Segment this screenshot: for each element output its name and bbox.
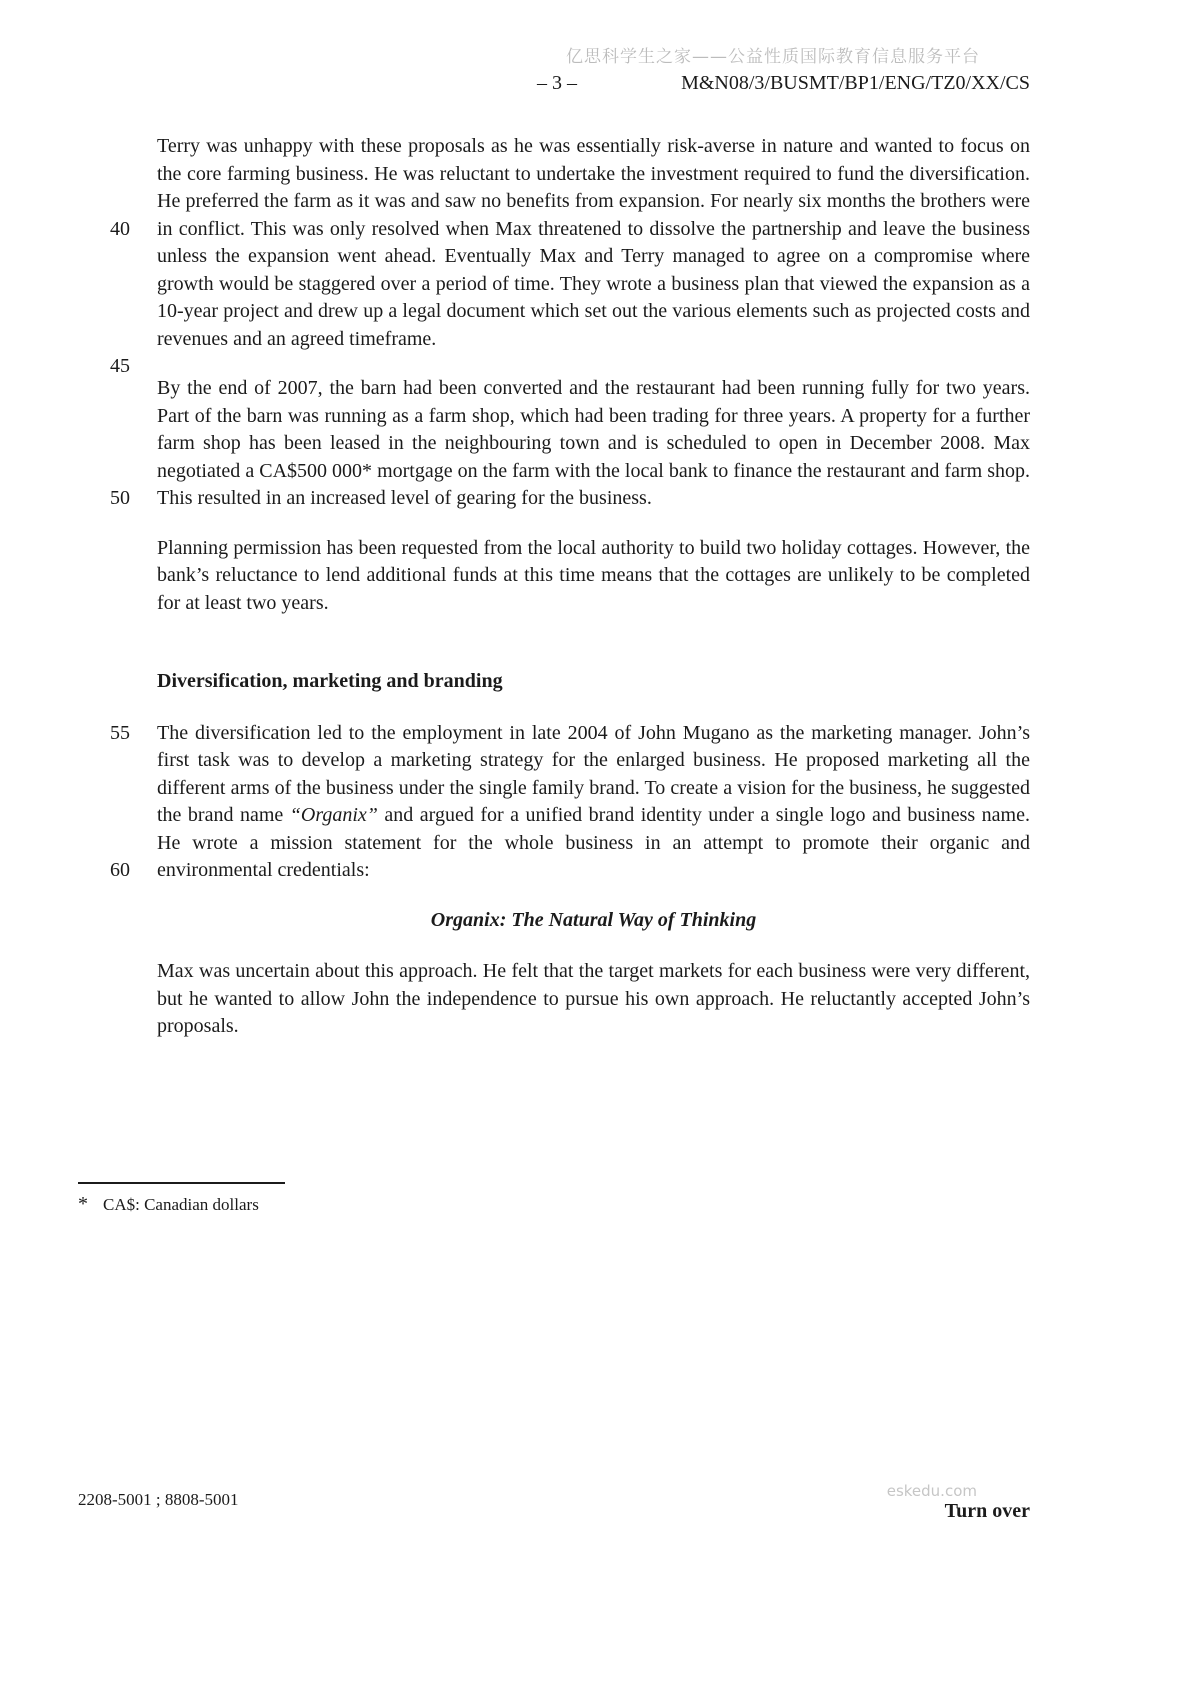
- body-text-column: [110, 133, 1030, 1063]
- paragraph-5: Max was uncertain about this approach. He felt that the target markets for each business were very different, but he wanted to allow John the independence to pursue his own approach. He reluctantly accepted John’s proposals.: [157, 960, 1030, 1037]
- footer-reference-numbers: 2208-5001 ; 8808-5001: [78, 1490, 239, 1509]
- turn-over-label: Turn over: [944, 1500, 1030, 1522]
- footnote-block: [78, 1182, 638, 1216]
- mission-statement: Organix: The Natural Way of Thinking: [430, 908, 757, 931]
- section-heading: Diversification, marketing and branding: [157, 670, 503, 692]
- watermark-top: 亿思科学生之家——公益性质国际教育信息服务平台: [566, 47, 980, 67]
- paragraph-block-3: [157, 535, 1030, 618]
- paragraph-2: By the end of 2007, the barn had been converted and the restaurant had been running fully for two years. Part of the barn was running as a farm shop, which had been trading for three years. A property for a further farm shop has been leased in the neighbouring town and is scheduled to open in December 2008. Max negotiated a CA$500 000* mortgage on the farm with the local bank to finance the restaurant and farm shop. This resulted in an increased level of gearing for the business.: [157, 377, 1030, 509]
- line-number-50: 50: [110, 487, 130, 509]
- line-number-40: 40: [110, 217, 130, 240]
- paragraph-4-text: The diversification led to the employment in late 2004 of John Mugano as the marketing manager. John’s first task was to develop a marketing strategy for the enlarged business. He proposed marketing all the different arms of the business under the single family brand. To create a vision for the business, he suggested the brand name: [157, 721, 1030, 826]
- paragraph-4: [157, 720, 1030, 885]
- footnote-line: [78, 1193, 638, 1216]
- paragraph-4-text-after: and argued for a unified brand identity under a single logo and business name. He wrote a mission statement for the whole business in an attempt to promote their organic and environmental credentials:: [157, 804, 1030, 881]
- paragraph-1: Terry was unhappy with these proposals as he was essentially risk-averse in nature and wanted to focus on the core farming business. He was reluctant to undertake the investment required to fund the diversification. He preferred the farm as it was and saw no benefits from expansion. For nearly six months the brothers were in conflict. This was only resolved when Max threatened to dissolve the partnership and leave the business unless the expansion went ahead. Eventually Max and Terry managed to agree on a compromise where growth would be staggered over a period of time. They wrote a business plan that viewed the expansion as a 10-year project and drew up a legal document which set out the various elements such as projected costs and revenues and an agreed timeframe.: [157, 135, 1030, 350]
- document-code: M&N08/3/BUSMT/BP1/ENG/TZ0/XX/CS: [681, 72, 1030, 94]
- footnote-divider: [78, 1182, 285, 1184]
- footnote-marker: *: [78, 1193, 88, 1215]
- watermark-bottom: eskedu.com: [886, 1482, 977, 1500]
- paragraph-3: Planning permission has been requested from the local authority to build two holiday cottages. However, the bank’s reluctance to lend additional funds at this time means that the cottages are unlikely to be completed for at least two years.: [157, 536, 1030, 614]
- paragraph-block-4: [110, 720, 1030, 885]
- line-number-60: 60: [110, 859, 130, 881]
- line-number-45: 45: [110, 355, 130, 377]
- footnote-text: CA$: Canadian dollars: [103, 1195, 259, 1214]
- line-number-55: 55: [110, 721, 130, 744]
- paragraph-block-2: [110, 375, 1030, 513]
- paragraph-block-1: [110, 133, 1030, 377]
- page-number: – 3 –: [537, 72, 577, 94]
- brand-name-organix: “Organix”: [289, 804, 378, 826]
- paragraph-block-5: [157, 958, 1030, 1041]
